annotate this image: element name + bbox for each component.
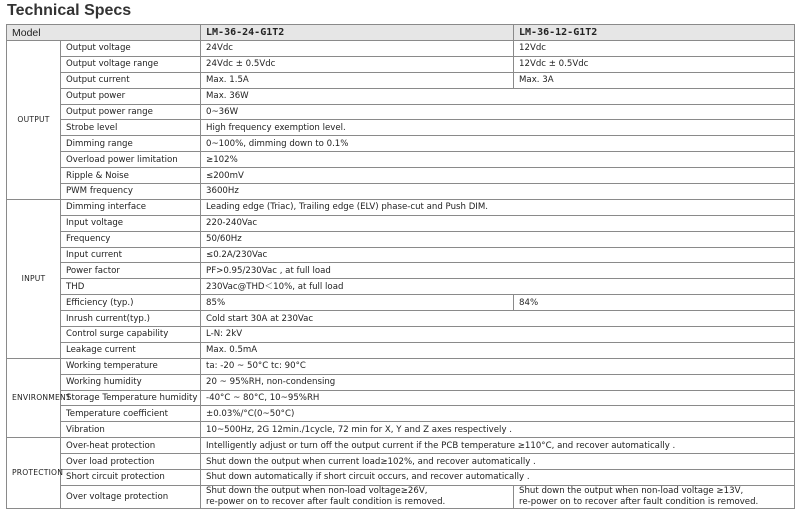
spec-value: 12Vdc: [514, 41, 795, 57]
param-name: Efficiency (typ.): [61, 295, 201, 311]
param-name: Output power range: [61, 104, 201, 120]
param-name: Over load protection: [61, 454, 201, 470]
group-label: PROTECTION: [7, 438, 61, 509]
spec-value: -40°C ~ 80°C, 10~95%RH: [201, 390, 795, 406]
param-name: Output voltage range: [61, 56, 201, 72]
param-name: Working humidity: [61, 374, 201, 390]
page-title: Technical Specs: [7, 2, 132, 19]
spec-value: PF>0.95/230Vac , at full load: [201, 263, 795, 279]
param-name: Power factor: [61, 263, 201, 279]
param-name: Leakage current: [61, 342, 201, 358]
param-name: Ripple & Noise: [61, 168, 201, 184]
spec-value: 230Vac@THD＜10%, at full load: [201, 279, 795, 295]
spec-value: 0~36W: [201, 104, 795, 120]
table-row: [7, 56, 795, 72]
param-name: Dimming range: [61, 136, 201, 152]
spec-value: ≥102%: [201, 152, 795, 168]
param-name: PWM frequency: [61, 184, 201, 200]
model-name: LM-36-12-G1T2: [514, 25, 795, 41]
spec-value: Shut down the output when current load≥102%, and recover automatically .: [201, 454, 795, 470]
table-row: [7, 72, 795, 88]
spec-value: ta: -20 ~ 50°C tc: 90°C: [201, 358, 795, 374]
spec-value: Shut down automatically if short circuit occurs, and recover automatically .: [201, 470, 795, 486]
table-row: [7, 199, 795, 215]
spec-value: 50/60Hz: [201, 231, 795, 247]
spec-value: Cold start 30A at 230Vac: [201, 311, 795, 327]
table-row: [7, 120, 795, 136]
spec-value: 85%: [201, 295, 514, 311]
group-label: ENVIRONMENT: [7, 358, 61, 437]
spec-value: 10~500Hz, 2G 12min./1cycle, 72 min for X, Y and Z axes respectively .: [201, 422, 795, 438]
param-name: Over voltage protection: [61, 485, 201, 508]
table-row: [7, 485, 795, 508]
table-row: [7, 263, 795, 279]
table-row: [7, 358, 795, 374]
spec-value: Max. 3A: [514, 72, 795, 88]
table-row: [7, 215, 795, 231]
spec-value: Shut down the output when non-load voltage≥26V, re-power on to recover after fault condition is removed.: [201, 485, 514, 508]
param-name: Strobe level: [61, 120, 201, 136]
table-row: [7, 454, 795, 470]
table-row: [7, 247, 795, 263]
spec-value: Max. 0.5mA: [201, 342, 795, 358]
spec-value: ±0.03%/°C(0~50°C): [201, 406, 795, 422]
param-name: Output current: [61, 72, 201, 88]
table-row: [7, 41, 795, 57]
table-row: [7, 231, 795, 247]
table-row: [7, 152, 795, 168]
specs-table: [6, 24, 795, 509]
spec-value: Leading edge (Triac), Trailing edge (ELV) phase-cut and Push DIM.: [201, 199, 795, 215]
table-row: [7, 390, 795, 406]
param-name: Temperature coefficient: [61, 406, 201, 422]
table-row: [7, 374, 795, 390]
spec-value: Max. 36W: [201, 88, 795, 104]
spec-value: Intelligently adjust or turn off the output current if the PCB temperature ≥110°C, and recover automatically .: [201, 438, 795, 454]
spec-value: ≤200mV: [201, 168, 795, 184]
param-name: Input current: [61, 247, 201, 263]
table-row: [7, 279, 795, 295]
param-name: Over-heat protection: [61, 438, 201, 454]
spec-value: 220-240Vac: [201, 215, 795, 231]
spec-value: 0~100%, dimming down to 0.1%: [201, 136, 795, 152]
spec-value: 24Vdc: [201, 41, 514, 57]
spec-value: Shut down the output when non-load voltage ≥13V, re-power on to recover after fault condition is removed.: [514, 485, 795, 508]
spec-value: High frequency exemption level.: [201, 120, 795, 136]
param-name: Dimming interface: [61, 199, 201, 215]
table-row: [7, 422, 795, 438]
param-name: THD: [61, 279, 201, 295]
table-row: [7, 88, 795, 104]
table-row: [7, 438, 795, 454]
param-name: Frequency: [61, 231, 201, 247]
model-name: LM-36-24-G1T2: [201, 25, 514, 41]
spec-value: ≤0.2A/230Vac: [201, 247, 795, 263]
table-row: [7, 136, 795, 152]
spec-value: 20 ~ 95%RH, non-condensing: [201, 374, 795, 390]
param-name: Vibration: [61, 422, 201, 438]
table-row: [7, 342, 795, 358]
spec-value: 24Vdc ± 0.5Vdc: [201, 56, 514, 72]
param-name: Control surge capability: [61, 327, 201, 343]
spec-value: Max. 1.5A: [201, 72, 514, 88]
model-label: Model: [7, 25, 201, 41]
spec-value: 3600Hz: [201, 184, 795, 200]
param-name: Output power: [61, 88, 201, 104]
param-name: Short circuit protection: [61, 470, 201, 486]
table-row: [7, 311, 795, 327]
param-name: Storage Temperature humidity: [61, 390, 201, 406]
table-row: [7, 184, 795, 200]
param-name: Overload power limitation: [61, 152, 201, 168]
param-name: Output voltage: [61, 41, 201, 57]
param-name: Input voltage: [61, 215, 201, 231]
table-header-row: [7, 25, 795, 41]
spec-value: 84%: [514, 295, 795, 311]
table-row: [7, 406, 795, 422]
table-row: [7, 327, 795, 343]
spec-value: 12Vdc ± 0.5Vdc: [514, 56, 795, 72]
table-row: [7, 168, 795, 184]
group-label: OUTPUT: [7, 41, 61, 200]
group-label: INPUT: [7, 199, 61, 358]
param-name: Inrush current(typ.): [61, 311, 201, 327]
param-name: Working temperature: [61, 358, 201, 374]
spec-value: L-N: 2kV: [201, 327, 795, 343]
table-row: [7, 104, 795, 120]
table-row: [7, 295, 795, 311]
table-row: [7, 470, 795, 486]
